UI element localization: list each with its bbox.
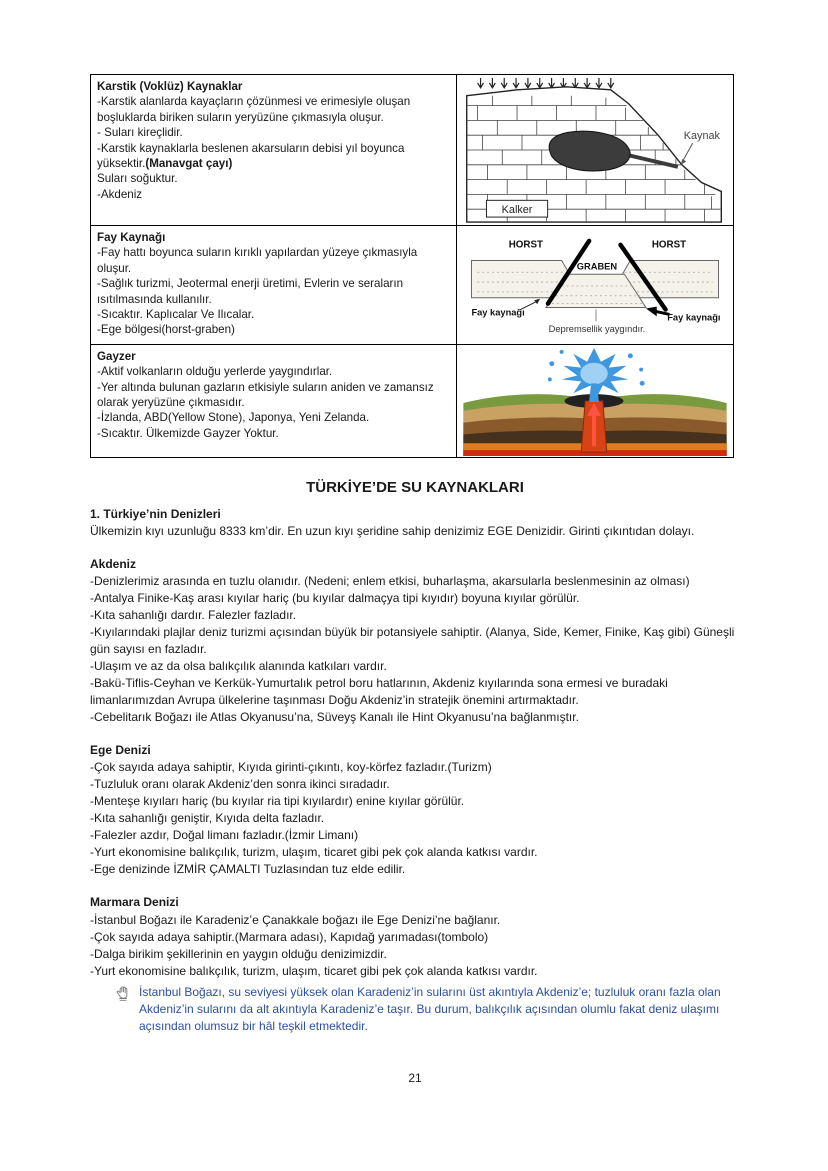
geyser-text-cell (91, 345, 457, 457)
karst-figure-cell (457, 75, 733, 225)
fault-figure-cell (457, 226, 733, 344)
text-line: -Bakü-Tiflis-Ceyhan ve Kerkük-Yumurtalık petrol boru hatlarının, Akdeniz kıyılarında sona ermesi ve buradaki limanlarımızdan Avrupa ülkelerine taşınması Doğu Akdeniz’in stratejik önemini artırmaktadır. (90, 676, 668, 708)
section-ege (90, 742, 740, 878)
text-line: -İzlanda, ABD(Yellow Stone), Japonya, Yeni Zelanda. (97, 411, 370, 425)
marmara-heading: Marmara Denizi (90, 895, 179, 910)
text-line: -Kıta sahanlığı dardır. Falezler fazladır. (90, 608, 297, 622)
left-fay-pointer-head (534, 299, 540, 304)
text-line: -Ulaşım ve az da olsa balıkçılık alanında katkıları vardır. (90, 659, 387, 674)
kaynak-pointer (683, 143, 693, 161)
text-line: -Cebelitarık Boğazı ile Atlas Okyanusu’na, Süveyş Kanalı ile Hint Okyanusu’na bağlanmıştır. (90, 710, 579, 725)
text-line: -Kıta sahanlığı geniştir, Kıyıda delta fazladır. (90, 811, 325, 826)
text-line: -Tuzluluk oranı olarak Akdeniz’den sonra ikinci sıradadır. (90, 777, 390, 792)
rain-arrows (478, 78, 614, 88)
geyser-figure-cell (457, 345, 733, 457)
table-row-fault (91, 225, 733, 344)
text-segment: -Karstik kaynaklarla beslenen akarsuların debisi yıl boyunca yüksektir. (97, 141, 405, 171)
note-text: İstanbul Boğazı, su seviyesi yüksek olan Karadeniz’in sularını üst akıntıyla Akdeniz’e; tuzluluk oranı fazla olan Akdeniz’in sularını da alt akıntıyla Karadeniz’e taşır. Bu durum, balıkçılık açısından olumlu fakat deniz ulaşımı açısından olumsuz bir hâl teşkil etmektedir. (139, 984, 721, 1033)
geyser-illustration (463, 346, 727, 456)
bosphorus-note (116, 984, 740, 1035)
text-line: -Menteşe kıyıları hariç (bu kıyılar ria tipi kıyılardır) enine kıyılar görülür. (90, 794, 465, 809)
page-title: TÜRKİYE’DE SU KAYNAKLARI (306, 478, 524, 496)
text-line: -Karstik alanlarda kayaçların çözünmesi ve erimesiyle oluşan boşluklarda biriken suların yeryüzüne çıkmasıyla oluşur. (97, 95, 411, 124)
horst-left-label: HORST (508, 239, 544, 251)
text-line: - Suları kireçlidir. (97, 126, 183, 140)
text-line: -Ege denizinde İZMİR ÇAMALTI Tuzlasından tuz elde edilir. (90, 862, 406, 877)
right-fay-pointer-head (646, 306, 657, 316)
text-line (97, 141, 448, 172)
spring-types-table (90, 74, 734, 458)
table-row-geyser (91, 344, 733, 457)
text-line: Suları soğuktur. (97, 172, 178, 186)
section-marmara (90, 894, 740, 979)
geyser-title: Gayzer (97, 349, 136, 363)
text-line: -Sıcaktır. Ülkemizde Gayzer Yoktur. (97, 426, 279, 440)
kalker-label: Kalker (501, 204, 533, 217)
page-number: 21 (408, 1070, 422, 1085)
karst-text-cell (91, 75, 457, 225)
body-text (90, 506, 740, 1035)
akdeniz-heading: Akdeniz (90, 556, 137, 571)
text-line: -Kıyılarındaki plajlar deniz turizmi açısından büyük bir potansiyele sahiptir. (Alanya, Side, Kemer, Finike, Kaş gibi) Güneşli gün sayısı en fazladır. (90, 625, 735, 657)
fault-title: Fay Kaynağı (97, 231, 166, 244)
horst-graben-diagram (462, 235, 728, 335)
seas-section-heading: 1. Türkiye’nin Denizleri (90, 506, 221, 521)
text-line: -Dalga birikim şekillerinin en yaygın olduğu denizimizdir. (90, 946, 387, 961)
graben-label: GRABEN (576, 261, 618, 272)
table-row-karst (91, 75, 733, 225)
section-seas-intro (90, 506, 740, 540)
hand-icon (116, 984, 131, 1035)
section-akdeniz (90, 556, 740, 726)
text-line: -Sağlık turizmi, Jeotermal enerji üretimi, Evlerin ve seraların ısıtılmasında kullanılır. (97, 277, 404, 306)
seas-section-intro: Ülkemizin kıyı uzunluğu 8333 km’dir. En uzun kıyı şeridine sahip denizimiz EGE Denizidir. Girinti çıkıntıdan dolayı. (90, 523, 695, 538)
text-line: -Çok sayıda adaya sahiptir, Kıyıda girinti-çıkıntı, koy-körfez fazladır.(Turizm) (90, 760, 492, 775)
text-line: -Sıcaktır. Kaplıcalar Ve Ilıcalar. (97, 308, 255, 322)
text-line: -Aktif volkanların olduğu yerlerde yaygındırlar. (97, 365, 333, 379)
fault-text-cell (91, 226, 457, 344)
text-line: -Yer altında bulunan gazların etkisiyle suların aniden ve zamansız olarak yeryüzüne çıkmasıdır. (97, 380, 434, 410)
text-line: -İstanbul Boğazı ile Karadeniz’e Çanakkale boğazı ile Ege Denizi’ne bağlanır. (90, 912, 501, 927)
karst-title: Karstik (Voklüz) Kaynaklar (97, 80, 243, 93)
text-line: -Fay hattı boyunca suların kırıklı yapılardan yüzeye çıkmasıyla oluşur. (97, 246, 418, 275)
bold-text-segment: (Manavgat çayı) (145, 157, 233, 171)
text-line: -Akdeniz (97, 187, 143, 201)
text-line: -Antalya Finike-Kaş arası kıyılar hariç (bu kıyılar dalmaçya tipi kıyıdır) boyuna kıyılar görülür. (90, 590, 580, 605)
text-line: -Ege bölgesi(horst-graben) (97, 323, 235, 337)
fay-left-label: Fay kaynağı (471, 307, 525, 318)
kaynak-label: Kaynak (683, 130, 720, 143)
fay-right-label: Fay kaynağı (667, 312, 721, 323)
ege-heading: Ege Denizi (90, 743, 151, 758)
text-line: -Denizlerimiz arasında en tuzlu olanıdır. (Nedeni; enlem etkisi, buharlaşma, akarsularla beslenmesinin az olması) (90, 573, 690, 588)
kaynak-pointer-head (681, 159, 686, 165)
text-line: -Çok sayıda adaya sahiptir.(Marmara adası), Kapıdağ yarımadası(tombolo) (90, 929, 489, 944)
fault-caption: Depremsellik yaygındır. (548, 323, 646, 334)
horst-right-label: HORST (651, 239, 687, 251)
karst-spring-diagram (462, 76, 728, 224)
text-line: -Yurt ekonomisine balıkçılık, turizm, ulaşım, ticaret gibi pek çok alanda katkısı vardır. (90, 845, 538, 860)
text-line: -Falezler azdır, Doğal limanı fazladır.(İzmir Limanı) (90, 828, 359, 843)
text-line: -Yurt ekonomisine balıkçılık, turizm, ulaşım, ticaret gibi pek çok alanda katkısı vardır. (90, 963, 538, 978)
